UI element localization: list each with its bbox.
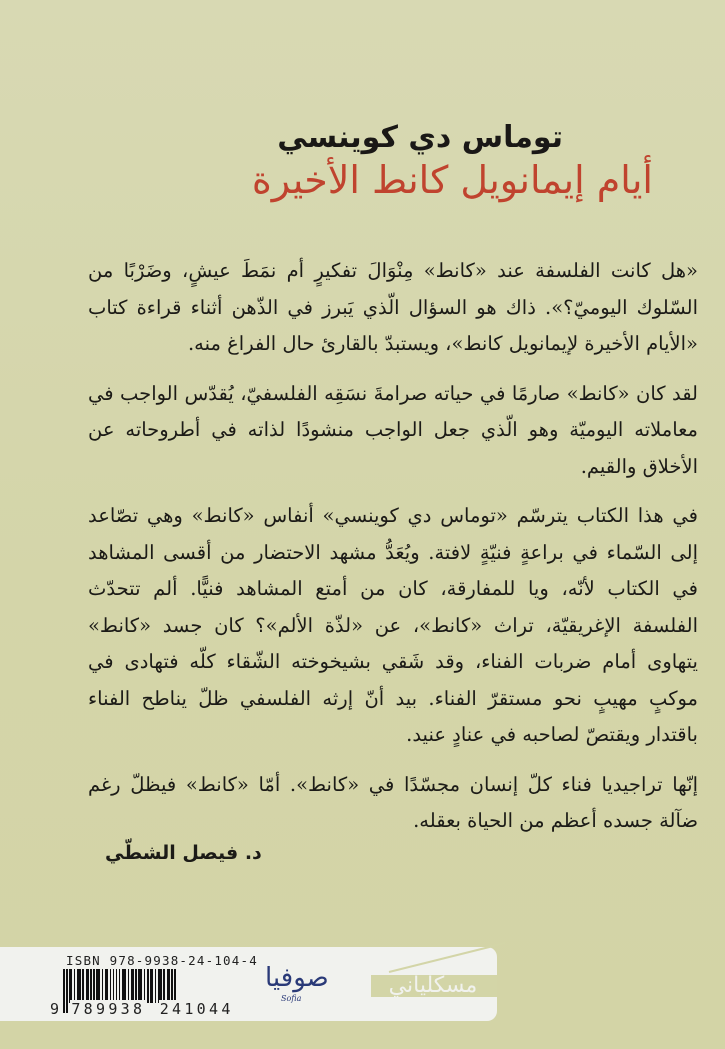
blurb-paragraph-4: إنّها تراجيديا فناء كلّ إنسان مجسّدًا في «كانط». أمّا «كانط» فيظلّ رغم ضآلة جسده أعظم من الحياة بعقله. — [88, 772, 698, 832]
blurb-text — [88, 253, 698, 853]
blurb-paragraph-1: «هل كانت الفلسفة عند «كانط» مِنْوَالَ تفكيرٍ أم نمَطَ عيشٍ، وضَرْبًا من السّلوك اليوميّ؟». ذاك هو السؤال الّذي يَبرز في الذّهن أثناء قراءة كتاب «الأيام الأخيرة لإيمانويل كانط»، ويستبدّ بالقارئ حال الفراغ منه. — [88, 259, 698, 355]
imprint-logo — [359, 963, 497, 1009]
publisher-logo-latin: Sofia — [281, 994, 302, 1003]
barcode-lead-digit: 9 — [50, 1000, 63, 1018]
barcode-digits — [50, 1000, 235, 1018]
barcode-right-group: 241044 — [159, 1000, 234, 1018]
blurb-paragraph-2: لقد كان «كانط» صارمًا في حياته صرامةَ نسَقِه الفلسفيّ، يُقدّس الواجب في معاملاته اليوميّة وهو الّذي جعل الواجب منشودًا لذاته في أطروحاته عن الأخلاق والقيم. — [88, 381, 698, 478]
publisher-logo — [257, 962, 339, 1008]
book-title: أيام إيمانويل كانط الأخيرة — [251, 158, 653, 202]
barcode-left-group: 789938 — [71, 1000, 146, 1018]
blurb-paragraph-3: في هذا الكتاب يترسّم «توماس دي كوينسي» أنفاس «كانط» وهي تصّاعد إلى السّماء في براعةٍ فنيّةٍ لافتة. ويُعَدُّ مشهد الاحتضار من أقسى المشاهد في الكتاب لأنّه، ويا للمفارقة، كان من أمتع المشاهد فنيًّا. ألم تتحدّث الفلسفة الإغريقيّة، تراث «كانط»، عن «لذّة الألم»؟ كان جسد «كانط» يتهاوى أمام ضربات الفناء، وقد شَقي بشيخوخته الشّقاء كلّه فتهادى في موكبٍ مهيبٍ نحو مستقرّ الفناء. بيد أنّ إرثه الفلسفي ظلّ يناطح الفناء باقتدار ويقتصّ لصاحبه في عنادٍ عنيد. — [88, 504, 698, 746]
blurb-signature: د. فيصل الشطّي — [105, 842, 262, 864]
isbn-label: ISBN 978-9938-24-104-4 — [66, 953, 258, 968]
publisher-logo-arabic: صوفيا — [265, 963, 329, 993]
author-name: توماس دي كوينسي — [277, 120, 563, 155]
imprint-logo-arabic: مسكلياني — [388, 973, 478, 998]
